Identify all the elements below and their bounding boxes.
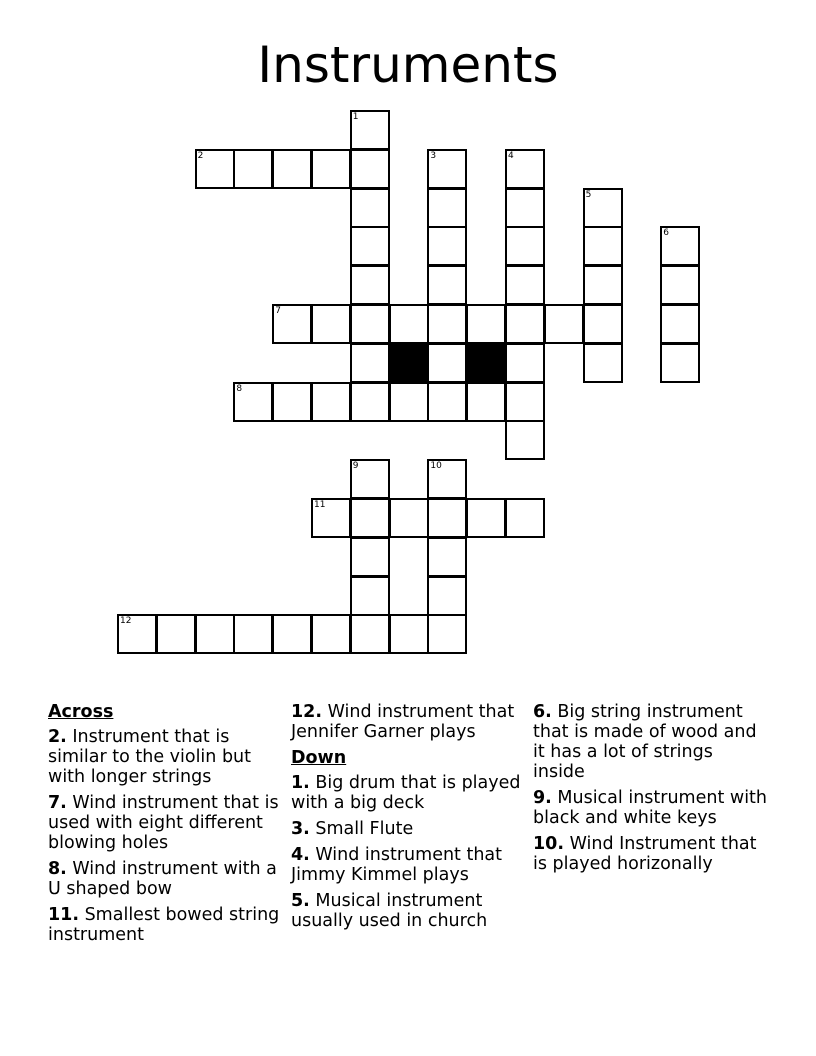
grid-cell[interactable] — [660, 343, 700, 383]
grid-cell[interactable] — [156, 614, 196, 654]
grid-cell[interactable] — [583, 343, 623, 383]
clue-item-text: Instrument that is similar to the violin but with longer strings — [48, 727, 252, 787]
clues-column-3 — [533, 702, 768, 880]
clue-number: 7 — [275, 306, 281, 316]
grid-block — [466, 343, 506, 383]
grid-cell[interactable] — [427, 537, 467, 577]
grid-cell[interactable] — [195, 614, 235, 654]
grid-cell[interactable] — [505, 265, 545, 305]
grid-cell[interactable] — [427, 614, 467, 654]
down-clue-list — [291, 773, 526, 931]
clue-item-text: Wind Instrument that is played horizonally — [533, 834, 757, 874]
grid-cell[interactable] — [350, 576, 390, 616]
clues-column-1 — [48, 702, 283, 951]
clue-item-text: Big drum that is played with a big deck — [291, 773, 521, 813]
grid-cell[interactable] — [583, 265, 623, 305]
grid-cell[interactable] — [311, 614, 351, 654]
clue-item-number: 7. — [48, 793, 67, 813]
clue-item-number: 5. — [291, 891, 310, 911]
grid-cell[interactable] — [117, 614, 157, 654]
grid-cell[interactable] — [505, 382, 545, 422]
grid-cell[interactable] — [427, 188, 467, 228]
clue-item-text: Wind instrument that Jimmy Kimmel plays — [291, 845, 503, 885]
grid-cell[interactable] — [350, 265, 390, 305]
clue-item-text: Wind instrument with a U shaped bow — [48, 859, 277, 899]
grid-cell[interactable] — [195, 149, 235, 189]
grid-cell[interactable] — [427, 149, 467, 189]
grid-cell[interactable] — [350, 498, 390, 538]
grid-cell[interactable] — [389, 304, 429, 344]
across-clue-list — [48, 727, 283, 945]
clue-item-number: 9. — [533, 788, 552, 808]
clue-item-number: 8. — [48, 859, 67, 879]
grid-cell[interactable] — [505, 226, 545, 266]
grid-cell[interactable] — [272, 149, 312, 189]
grid-cell[interactable] — [427, 498, 467, 538]
grid-cell[interactable] — [233, 149, 273, 189]
clue-item-text: Smallest bowed string instrument — [48, 905, 280, 945]
grid-cell[interactable] — [350, 614, 390, 654]
grid-cell[interactable] — [233, 614, 273, 654]
clue-item — [533, 702, 768, 782]
grid-cell[interactable] — [466, 304, 506, 344]
grid-cell[interactable] — [583, 188, 623, 228]
clue-number: 4 — [508, 150, 514, 161]
grid-cell[interactable] — [505, 149, 545, 189]
clue-item — [291, 702, 526, 742]
grid-cell[interactable] — [311, 149, 351, 189]
grid-cell[interactable] — [350, 188, 390, 228]
clue-item-number: 11. — [48, 905, 80, 925]
clue-number: 12 — [120, 616, 132, 627]
clue-number: 5 — [585, 189, 592, 200]
clue-item-number: 4. — [291, 845, 310, 865]
clue-item-text: Small Flute — [309, 819, 414, 839]
clue-item-text: Wind instrument that Jennifer Garner plays — [291, 702, 515, 742]
clue-item — [48, 727, 283, 787]
grid-cell[interactable] — [505, 343, 545, 383]
clue-number: 11 — [314, 500, 326, 510]
clue-item-number: 2. — [48, 727, 67, 747]
grid-cell[interactable] — [350, 149, 390, 189]
grid-cell[interactable] — [427, 343, 467, 383]
grid-cell[interactable] — [583, 226, 623, 266]
grid-cell[interactable] — [350, 110, 390, 150]
across-heading: Across — [48, 702, 114, 722]
clue-item — [291, 819, 526, 839]
clue-item — [533, 834, 768, 874]
grid-cell[interactable] — [505, 498, 545, 538]
clue-item — [533, 788, 768, 828]
clue-item — [291, 891, 526, 931]
clue-item — [48, 905, 283, 945]
clue-item-text: Big string instrument that is made of wood and it has a lot of strings inside — [533, 702, 757, 782]
grid-cell[interactable] — [427, 459, 467, 499]
grid-cell[interactable] — [466, 498, 506, 538]
grid-cell[interactable] — [660, 226, 700, 266]
clue-number: 1 — [352, 112, 359, 122]
grid-cell[interactable] — [350, 226, 390, 266]
clue-item-text: Musical instrument usually used in church — [291, 891, 488, 931]
clue-number: 8 — [236, 383, 243, 394]
grid-cell[interactable] — [389, 498, 429, 538]
grid-cell[interactable] — [272, 614, 312, 654]
clue-item-number: 1. — [291, 773, 310, 793]
grid-cell[interactable] — [427, 226, 467, 266]
grid-cell[interactable] — [233, 382, 273, 422]
grid-cell[interactable] — [311, 382, 351, 422]
clue-item-text: Musical instrument with black and white keys — [533, 788, 768, 828]
grid-cell[interactable] — [544, 304, 584, 344]
grid-cell[interactable] — [350, 382, 390, 422]
grid-cell[interactable] — [389, 382, 429, 422]
grid-cell[interactable] — [350, 537, 390, 577]
clue-item-number: 6. — [533, 702, 552, 722]
clue-item-number: 10. — [533, 834, 565, 854]
clue-item — [48, 859, 283, 899]
clue-item-number: 12. — [291, 702, 323, 722]
grid-cell[interactable] — [427, 576, 467, 616]
clue-item-number: 3. — [291, 819, 310, 839]
grid-cell[interactable] — [427, 265, 467, 305]
grid-cell[interactable] — [272, 304, 312, 344]
grid-cell[interactable] — [660, 304, 700, 344]
grid-cell[interactable] — [311, 304, 351, 344]
grid-cell[interactable] — [505, 188, 545, 228]
grid-cell[interactable] — [466, 382, 506, 422]
grid-cell[interactable] — [311, 498, 351, 538]
grid-cell[interactable] — [389, 614, 429, 654]
page-title: Instruments — [257, 36, 559, 94]
clue-number: 6 — [663, 228, 669, 239]
down-heading: Down — [291, 748, 347, 768]
clue-item — [48, 793, 283, 853]
clue-item — [291, 773, 526, 813]
grid-cell[interactable] — [427, 304, 467, 344]
across-clue-list-continued — [291, 702, 526, 742]
clue-number: 3 — [430, 150, 437, 161]
grid-cell[interactable] — [427, 382, 467, 422]
grid-cell[interactable] — [505, 420, 545, 460]
clues-column-2 — [291, 702, 526, 937]
grid-cell[interactable] — [350, 304, 390, 344]
grid-cell[interactable] — [272, 382, 312, 422]
down-clue-list-continued — [533, 702, 768, 874]
clue-number: 9 — [352, 461, 359, 472]
clue-item-text: Wind instrument that is used with eight different blowing holes — [48, 793, 279, 853]
grid-cell[interactable] — [583, 304, 623, 344]
grid-cell[interactable] — [350, 459, 390, 499]
clue-item — [291, 845, 526, 885]
grid-cell[interactable] — [660, 265, 700, 305]
clue-number: 2 — [197, 150, 204, 161]
clue-number: 10 — [430, 461, 442, 472]
grid-block — [389, 343, 429, 383]
grid-cell[interactable] — [505, 304, 545, 344]
grid-cell[interactable] — [350, 343, 390, 383]
